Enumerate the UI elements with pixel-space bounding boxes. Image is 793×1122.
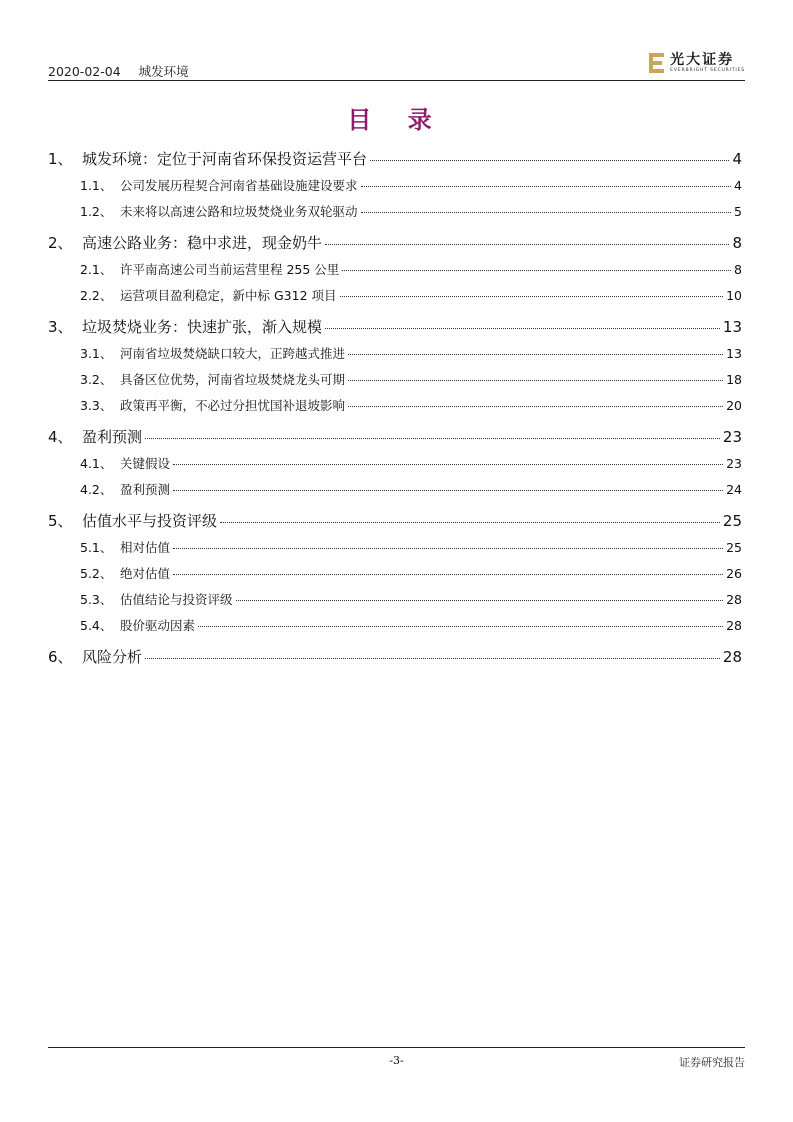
toc-section-entry[interactable] bbox=[48, 312, 742, 344]
toc-dot-leader bbox=[340, 296, 724, 297]
toc-dot-leader bbox=[370, 160, 729, 161]
toc-entry-page[interactable]: 24 bbox=[726, 482, 742, 497]
footer-report-type: 证券研究报告 bbox=[679, 1056, 745, 1069]
toc-entry-number: 1.2、 bbox=[80, 204, 113, 219]
toc-entry-label[interactable]: 关键假设 bbox=[120, 456, 171, 471]
toc-dot-leader bbox=[220, 522, 720, 523]
logo-english-name: EVERBRIGHT SECURITIES bbox=[670, 67, 745, 73]
toc-entry-page[interactable]: 8 bbox=[734, 262, 742, 277]
toc-entry-number: 4.2、 bbox=[80, 482, 113, 497]
toc-dot-leader bbox=[348, 406, 723, 407]
toc-entry-number: 2.2、 bbox=[80, 288, 113, 303]
toc-entry-label[interactable]: 盈利预测 bbox=[82, 428, 143, 446]
toc-entry-label[interactable]: 高速公路业务：稳中求进，现金奶牛 bbox=[82, 234, 323, 252]
toc-entry-page[interactable]: 25 bbox=[722, 512, 742, 530]
toc-entry-page[interactable]: 8 bbox=[732, 234, 742, 252]
toc-entry-page[interactable]: 4 bbox=[734, 178, 742, 193]
toc-entry-number: 3.3、 bbox=[80, 398, 113, 413]
toc-entry-label[interactable]: 盈利预测 bbox=[120, 482, 171, 497]
toc-entry-page[interactable]: 18 bbox=[726, 372, 742, 387]
toc-dot-leader bbox=[145, 438, 720, 439]
toc-entry-label[interactable]: 公司发展历程契合河南省基础设施建设要求 bbox=[120, 178, 358, 193]
toc-entry-page[interactable]: 10 bbox=[726, 288, 742, 303]
toc-entry-number: 2.1、 bbox=[80, 262, 113, 277]
toc-dot-leader bbox=[348, 354, 723, 355]
report-date: 2020-02-04 bbox=[48, 64, 121, 79]
toc-entry-number: 3.1、 bbox=[80, 346, 113, 361]
toc-subsection-entry[interactable] bbox=[48, 370, 742, 396]
toc-entry-label[interactable]: 股价驱动因素 bbox=[120, 618, 196, 633]
toc-dot-leader bbox=[145, 658, 720, 659]
toc-subsection-entry[interactable] bbox=[48, 286, 742, 312]
table-of-contents bbox=[48, 144, 742, 674]
toc-entry-page[interactable]: 20 bbox=[726, 398, 742, 413]
toc-dot-leader bbox=[173, 464, 723, 465]
toc-entry-number: 5.1、 bbox=[80, 540, 113, 555]
company-name: 城发环境 bbox=[138, 64, 189, 79]
toc-entry-number: 5、 bbox=[48, 512, 73, 530]
toc-subsection-entry[interactable] bbox=[48, 454, 742, 480]
toc-subsection-entry[interactable] bbox=[48, 344, 742, 370]
toc-entry-page[interactable]: 23 bbox=[726, 456, 742, 471]
toc-subsection-entry[interactable] bbox=[48, 260, 742, 286]
toc-entry-label[interactable]: 风险分析 bbox=[82, 648, 143, 666]
toc-title: 目 录 bbox=[347, 105, 446, 134]
toc-entry-number: 4.1、 bbox=[80, 456, 113, 471]
toc-entry-label[interactable]: 具备区位优势，河南省垃圾焚烧龙头可期 bbox=[120, 372, 346, 387]
toc-entry-page[interactable]: 5 bbox=[734, 204, 742, 219]
everbright-logo bbox=[648, 52, 745, 74]
toc-entry-label[interactable]: 相对估值 bbox=[120, 540, 171, 555]
toc-entry-number: 5.2、 bbox=[80, 566, 113, 581]
toc-entry-number: 4、 bbox=[48, 428, 73, 446]
toc-entry-page[interactable]: 4 bbox=[732, 150, 742, 168]
toc-dot-leader bbox=[348, 380, 723, 381]
toc-dot-leader bbox=[198, 626, 723, 627]
toc-dot-leader bbox=[173, 548, 723, 549]
toc-entry-number: 3.2、 bbox=[80, 372, 113, 387]
toc-dot-leader bbox=[173, 574, 723, 575]
toc-section-entry[interactable] bbox=[48, 506, 742, 538]
toc-entry-number: 1、 bbox=[48, 150, 73, 168]
toc-subsection-entry[interactable] bbox=[48, 202, 742, 228]
toc-subsection-entry[interactable] bbox=[48, 564, 742, 590]
toc-entry-label[interactable]: 估值结论与投资评级 bbox=[120, 592, 233, 607]
everbright-logo-icon bbox=[648, 52, 666, 74]
toc-entry-number: 6、 bbox=[48, 648, 73, 666]
toc-entry-label[interactable]: 政策再平衡，不必过分担忧国补退坡影响 bbox=[120, 398, 346, 413]
header-divider bbox=[48, 80, 745, 81]
toc-dot-leader bbox=[342, 270, 731, 271]
toc-subsection-entry[interactable] bbox=[48, 176, 742, 202]
toc-entry-number: 2、 bbox=[48, 234, 73, 252]
footer-page-number: -3- bbox=[389, 1054, 404, 1067]
toc-subsection-entry[interactable] bbox=[48, 480, 742, 506]
toc-entry-page[interactable]: 13 bbox=[722, 318, 742, 336]
toc-entry-label[interactable]: 估值水平与投资评级 bbox=[82, 512, 218, 530]
toc-section-entry[interactable] bbox=[48, 144, 742, 176]
toc-subsection-entry[interactable] bbox=[48, 396, 742, 422]
toc-dot-leader bbox=[325, 244, 729, 245]
toc-entry-page[interactable]: 25 bbox=[726, 540, 742, 555]
toc-entry-page[interactable]: 26 bbox=[726, 566, 742, 581]
toc-subsection-entry[interactable] bbox=[48, 590, 742, 616]
toc-subsection-entry[interactable] bbox=[48, 616, 742, 642]
footer-divider bbox=[48, 1047, 745, 1048]
toc-entry-label[interactable]: 未来将以高速公路和垃圾焚烧业务双轮驱动 bbox=[120, 204, 358, 219]
toc-dot-leader bbox=[361, 186, 732, 187]
toc-section-entry[interactable] bbox=[48, 642, 742, 674]
toc-section-entry[interactable] bbox=[48, 228, 742, 260]
header-info bbox=[48, 62, 189, 80]
toc-entry-page[interactable]: 28 bbox=[722, 648, 742, 666]
toc-dot-leader bbox=[325, 328, 720, 329]
toc-entry-label[interactable]: 运营项目盈利稳定，新中标 G312 项目 bbox=[120, 288, 337, 303]
toc-dot-leader bbox=[236, 600, 724, 601]
toc-entry-label[interactable]: 许平南高速公司当前运营里程 255 公里 bbox=[120, 262, 340, 277]
toc-entry-label[interactable]: 绝对估值 bbox=[120, 566, 171, 581]
toc-entry-number: 5.3、 bbox=[80, 592, 113, 607]
toc-entry-page[interactable]: 28 bbox=[726, 618, 742, 633]
toc-dot-leader bbox=[361, 212, 732, 213]
toc-entry-page[interactable]: 28 bbox=[726, 592, 742, 607]
toc-subsection-entry[interactable] bbox=[48, 538, 742, 564]
page-header bbox=[48, 52, 745, 82]
toc-entry-number: 5.4、 bbox=[80, 618, 113, 633]
toc-entry-label[interactable]: 河南省垃圾焚烧缺口较大，正跨越式推进 bbox=[120, 346, 346, 361]
toc-entry-number: 3、 bbox=[48, 318, 73, 336]
toc-entry-number: 1.1、 bbox=[80, 178, 113, 193]
toc-entry-label[interactable]: 垃圾焚烧业务：快速扩张，渐入规模 bbox=[82, 318, 323, 336]
logo-chinese-name: 光大证券 bbox=[670, 51, 735, 68]
toc-section-entry[interactable] bbox=[48, 422, 742, 454]
toc-entry-page[interactable]: 23 bbox=[722, 428, 742, 446]
toc-entry-page[interactable]: 13 bbox=[726, 346, 742, 361]
toc-dot-leader bbox=[173, 490, 723, 491]
toc-entry-label[interactable]: 城发环境：定位于河南省环保投资运营平台 bbox=[82, 150, 368, 168]
